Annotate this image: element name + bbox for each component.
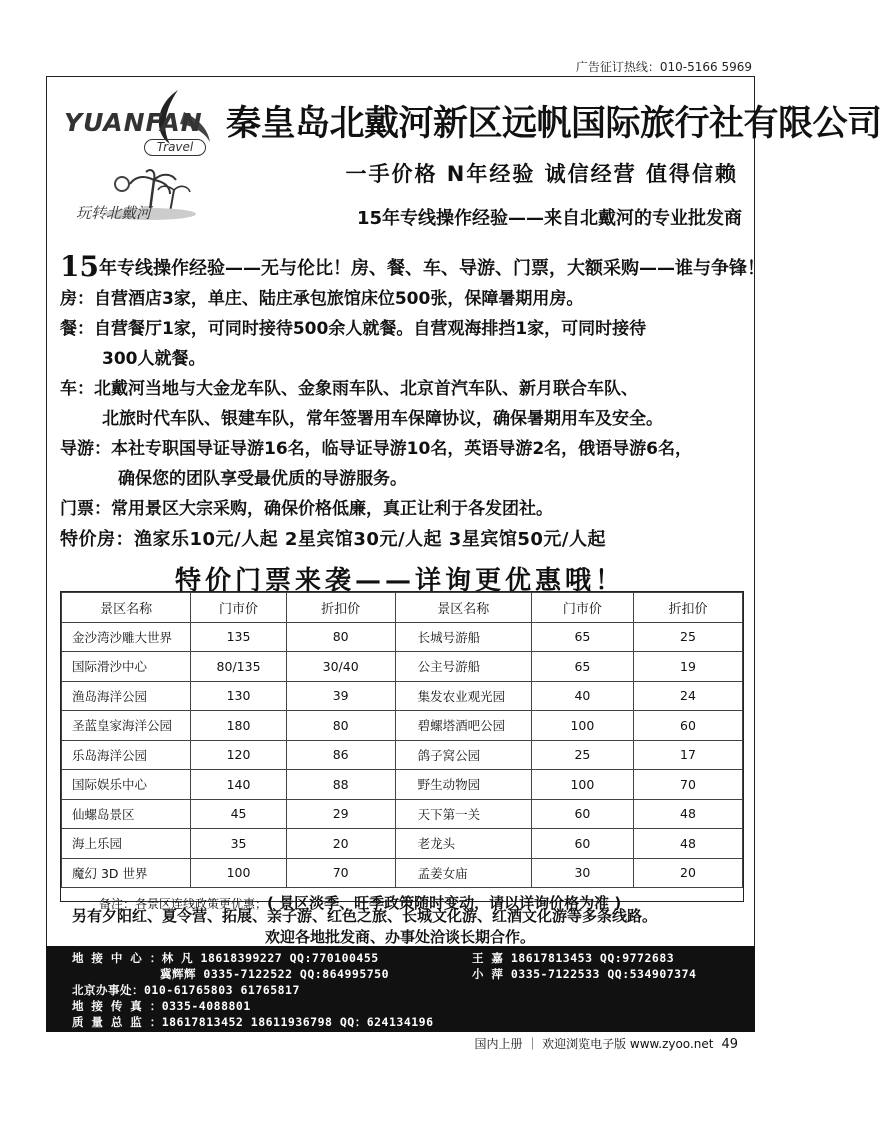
note-policy: ( 景区淡季、旺季政策随时变动，请以详询价格为准 ) bbox=[267, 894, 622, 912]
retail-price: 60 bbox=[531, 799, 633, 829]
ad-hotline: 广告征订热线：010-5166 5969 bbox=[575, 60, 752, 74]
table-row bbox=[62, 652, 743, 682]
retail-price: 65 bbox=[531, 652, 633, 682]
scenic-spot-name: 公主号游船 bbox=[395, 652, 531, 682]
retail-price: 140 bbox=[191, 770, 286, 800]
table-row bbox=[62, 829, 743, 859]
discount-price: 80 bbox=[286, 711, 395, 741]
table-row bbox=[62, 858, 743, 888]
slogan: 一手价格 N年经验 诚信经营 值得信赖 bbox=[345, 162, 738, 186]
contact-row-beijing: 北京办事处：010-61765803 61765817 bbox=[72, 983, 300, 997]
scenic-spot-name: 野生动物园 bbox=[395, 770, 531, 800]
discount-price: 39 bbox=[286, 681, 395, 711]
discount-price: 24 bbox=[633, 681, 742, 711]
table-header-row bbox=[62, 593, 743, 623]
column-header: 景区名称 bbox=[395, 593, 531, 623]
special-room-line: 特价房：渔家乐10元/人起 2星宾馆30元/人起 3星宾馆50元/人起 bbox=[60, 529, 606, 550]
contact-panel bbox=[46, 946, 755, 1032]
column-header: 折扣价 bbox=[286, 593, 395, 623]
retail-price: 35 bbox=[191, 829, 286, 859]
discount-price: 25 bbox=[633, 622, 742, 652]
company-name: 秦皇岛北戴河新区远帆国际旅行社有限公司 bbox=[226, 104, 882, 144]
intro-headline-text: 年专线操作经验——无与伦比！房、餐、车、导游、门票，大额采购——谁与争锋！ bbox=[98, 258, 765, 279]
contact-row-quality: 质 量 总 监 ：18617813452 18611936798 QQ：624134196 bbox=[72, 1015, 434, 1029]
scenic-spot-name: 孟姜女庙 bbox=[395, 858, 531, 888]
scenic-spot-name: 国际滑沙中心 bbox=[62, 652, 191, 682]
note-text: 备注：各景区连线政策更优惠； bbox=[99, 897, 268, 911]
retail-price: 65 bbox=[531, 622, 633, 652]
car-line-2: 北旅时代车队、银建车队，常年签署用车保障协议，确保暑期用车及安全。 bbox=[102, 409, 663, 429]
scenic-spot-name: 乐岛海洋公园 bbox=[62, 740, 191, 770]
retail-price: 135 bbox=[191, 622, 286, 652]
retail-price: 60 bbox=[531, 829, 633, 859]
table-row bbox=[62, 711, 743, 741]
discount-price: 29 bbox=[286, 799, 395, 829]
discount-price: 20 bbox=[286, 829, 395, 859]
scenic-spot-name: 渔岛海洋公园 bbox=[62, 681, 191, 711]
retail-price: 45 bbox=[191, 799, 286, 829]
scenic-spot-name: 鸽子窝公园 bbox=[395, 740, 531, 770]
table-row bbox=[62, 681, 743, 711]
company-logo bbox=[58, 84, 218, 164]
retail-price: 100 bbox=[531, 770, 633, 800]
contact-row-1a: 地 接 中 心 ：林 凡 18618399227 QQ:770100455 bbox=[72, 951, 379, 965]
footer-text: 国内上册 ｜ 欢迎浏览电子版 www.zyoo.net bbox=[474, 1037, 714, 1051]
more-routes: 另有夕阳红、夏令营、拓展、亲子游、红色之旅、长城文化游、红酒文化游等多条线路。 bbox=[72, 907, 658, 925]
table-row bbox=[62, 799, 743, 829]
ticket-promo-title: 特价门票来袭——详询更优惠哦！ bbox=[174, 566, 625, 596]
discount-price: 30/40 bbox=[286, 652, 395, 682]
discount-price: 86 bbox=[286, 740, 395, 770]
discount-price: 70 bbox=[633, 770, 742, 800]
discount-price: 48 bbox=[633, 799, 742, 829]
scenic-spot-name: 碧螺塔酒吧公园 bbox=[395, 711, 531, 741]
meal-line-2: 300人就餐。 bbox=[102, 349, 206, 369]
retail-price: 100 bbox=[191, 858, 286, 888]
subline: 15年专线操作经验——来自北戴河的专业批发商 bbox=[356, 208, 742, 229]
intro-headline bbox=[60, 250, 765, 284]
scenic-spot-name: 天下第一关 bbox=[395, 799, 531, 829]
discount-price: 19 bbox=[633, 652, 742, 682]
scenic-spot-name: 长城号游船 bbox=[395, 622, 531, 652]
play-beidaihe-label: 玩转北戴河 bbox=[76, 204, 152, 222]
column-header: 景区名称 bbox=[62, 593, 191, 623]
room-line: 房：自营酒店3家，单庄、陆庄承包旅馆床位500张，保障暑期用房。 bbox=[60, 289, 584, 309]
welcome-text: 欢迎各地批发商、办事处洽谈长期合作。 bbox=[264, 928, 535, 946]
column-header: 门市价 bbox=[531, 593, 633, 623]
column-header: 门市价 bbox=[191, 593, 286, 623]
guide-line-2: 确保您的团队享受最优质的导游服务。 bbox=[118, 469, 407, 489]
discount-price: 88 bbox=[286, 770, 395, 800]
scenic-spot-name: 海上乐园 bbox=[62, 829, 191, 859]
table-row bbox=[62, 770, 743, 800]
retail-price: 40 bbox=[531, 681, 633, 711]
retail-price: 25 bbox=[531, 740, 633, 770]
ticket-line: 门票：常用景区大宗采购，确保价格低廉，真正让利于各发团社。 bbox=[60, 499, 553, 519]
page-number: 49 bbox=[721, 1037, 738, 1052]
retail-price: 100 bbox=[531, 711, 633, 741]
table-row bbox=[62, 740, 743, 770]
logo-wordmark: YUANFAN bbox=[64, 108, 203, 137]
discount-price: 60 bbox=[633, 711, 742, 741]
discount-price: 48 bbox=[633, 829, 742, 859]
contact-row-fax: 地 接 传 真 ：0335-4088801 bbox=[72, 999, 251, 1013]
car-line-1: 车：北戴河当地与大金龙车队、金象雨车队、北京首汽车队、新月联合车队、 bbox=[60, 379, 638, 399]
discount-price: 70 bbox=[286, 858, 395, 888]
contact-row-1b: 王 嘉 18617813453 QQ:9772683 bbox=[472, 951, 675, 965]
discount-price: 20 bbox=[633, 858, 742, 888]
discount-price: 17 bbox=[633, 740, 742, 770]
logo-travel-badge: Travel bbox=[144, 139, 206, 156]
guide-line-1: 导游：本社专职国导证导游16名，临导证导游10名，英语导游2名，俄语导游6名， bbox=[60, 439, 692, 459]
scenic-spot-name: 老龙头 bbox=[395, 829, 531, 859]
years-number: 15 bbox=[60, 250, 99, 283]
retail-price: 30 bbox=[531, 858, 633, 888]
meal-line-1: 餐：自营餐厅1家，可同时接待500余人就餐。自营观海排挡1家，可同时接待 bbox=[60, 319, 647, 339]
ticket-price-table bbox=[60, 591, 744, 912]
column-header: 折扣价 bbox=[633, 593, 742, 623]
scenic-spot-name: 集发农业观光园 bbox=[395, 681, 531, 711]
table-row bbox=[62, 622, 743, 652]
retail-price: 80/135 bbox=[191, 652, 286, 682]
intro-section bbox=[60, 250, 765, 556]
scenic-spot-name: 圣蓝皇家海洋公园 bbox=[62, 711, 191, 741]
retail-price: 180 bbox=[191, 711, 286, 741]
retail-price: 130 bbox=[191, 681, 286, 711]
retail-price: 120 bbox=[191, 740, 286, 770]
scenic-spot-name: 金沙湾沙雕大世界 bbox=[62, 622, 191, 652]
page-footer bbox=[474, 1035, 738, 1052]
scenic-spot-name: 国际娱乐中心 bbox=[62, 770, 191, 800]
contact-row-2b: 小 萍 0335-7122533 QQ:534907374 bbox=[472, 967, 697, 981]
contact-row-2a: 冀辉辉 0335-7122522 QQ:864995750 bbox=[160, 967, 390, 981]
scenic-spot-name: 仙螺岛景区 bbox=[62, 799, 191, 829]
discount-price: 80 bbox=[286, 622, 395, 652]
scenic-spot-name: 魔幻 3D 世界 bbox=[62, 858, 191, 888]
